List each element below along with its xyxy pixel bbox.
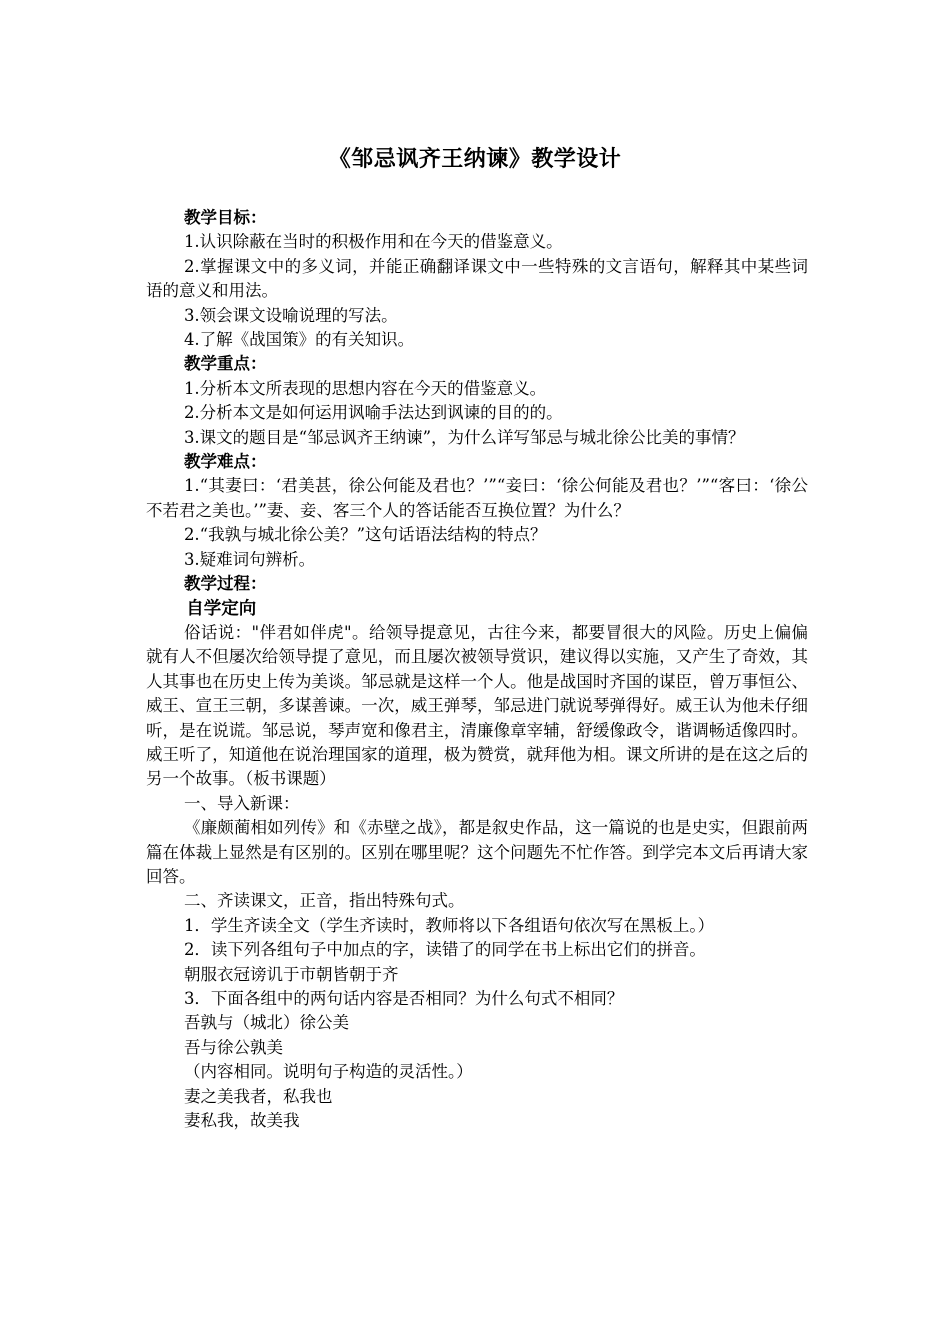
section-heading-key-points: 教学重点：	[183, 354, 267, 374]
section-heading-self-study: 自学定向	[186, 598, 257, 619]
paragraph: 2.分析本文是如何运用讽喻手法达到讽谏的目的的。	[183, 403, 563, 423]
section-heading-objectives: 教学目标：	[183, 208, 267, 227]
paragraph: 1.“其妻曰：‘君美甚，徐公何能及君也？’”“妾曰：‘徐公何能及君也？’”“客曰：‘徐公不若君之美也。’”妻、妾、客三个人的答话能否互换位置？为什么？	[146, 476, 808, 520]
paragraph: （内容相同。说明句子构造的灵活性。）	[183, 1062, 473, 1082]
paragraph: 3．下面各组中的两句话内容是否相同？为什么句式不相同？	[183, 989, 624, 1008]
paragraph: 朝服衣冠谤讥于市朝皆朝于齐	[183, 964, 399, 984]
paragraph: 《廉颇蔺相如列传》和《赤壁之战》，都是叙史作品，这一篇说的也是史实，但跟前两篇在体裁上显然是有区别的。区别在哪里呢？这个问题先不忙作答。到学完本文后再请大家回答。	[146, 818, 808, 886]
paragraph: 吾与徐公孰美	[183, 1037, 283, 1057]
document-body	[146, 206, 808, 1133]
paragraph: 1.分析本文所表现的思想内容在今天的借鉴意义。	[183, 378, 547, 398]
paragraph: 吾孰与（城北）徐公美	[183, 1013, 349, 1033]
paragraph: 3.领会课文设喻说理的写法。	[183, 305, 398, 325]
paragraph: 2.掌握课文中的多义词，并能正确翻译课文中一些特殊的文言语句，解释其中某些词语的意义和用法。	[146, 256, 808, 301]
paragraph: 二、齐读课文，正音，指出特殊句式。	[183, 891, 465, 911]
paragraph: 3.疑难词句辨析。	[183, 549, 316, 569]
paragraph: 1.认识除蔽在当时的积极作用和在今天的借鉴意义。	[183, 232, 563, 252]
paragraph: 2．读下列各组句子中加点的字，读错了的同学在书上标出它们的拼音。	[183, 940, 706, 960]
document-title: 《邹忌讽齐王纳谏》教学设计	[328, 146, 622, 172]
paragraph: 妻私我，故美我	[183, 1111, 300, 1131]
paragraph: 2.“我孰与城北徐公美？”这句话语法结构的特点？	[183, 525, 547, 545]
paragraph: 3.课文的题目是“邹忌讽齐王纳谏”，为什么详写邹忌与城北徐公比美的事情？	[183, 427, 745, 447]
paragraph: 一、导入新课：	[183, 793, 300, 813]
paragraph: 1．学生齐读全文（学生齐读时，教师将以下各组语句依次写在黑板上。）	[183, 915, 715, 935]
paragraph: 妻之美我者，私我也	[183, 1086, 333, 1106]
paragraph: 4.了解《战国策》的有关知识。	[183, 330, 415, 350]
section-heading-process: 教学过程：	[183, 574, 267, 594]
paragraph: 俗话说："伴君如伴虎"。给领导提意见，古往今来，都要冒很大的风险。历史上偏偏就有人不但屡次给领导提了意见，而且屡次被领导赏识，建议得以实施，又产生了奇效，其人其事也在历史上传为美谈。邹忌就是这样一个人。他是战国时齐国的谋臣，曾万事恒公、威王、宣王三朝，多谋善谏。一次，威王弹琴，邹忌进门就说琴弹得好。威王认为他未仔细听，是在说谎。邹忌说，琴声宽和像君主，清廉像章宰辅，舒缓像政令，谐调畅适像四时。威王听了，知道他在说治理国家的道理，极为赞赏，就拜他为相。课文所讲的是在这之后的另一个故事。（板书课题）	[146, 622, 808, 789]
section-heading-difficulties: 教学难点：	[183, 452, 267, 472]
